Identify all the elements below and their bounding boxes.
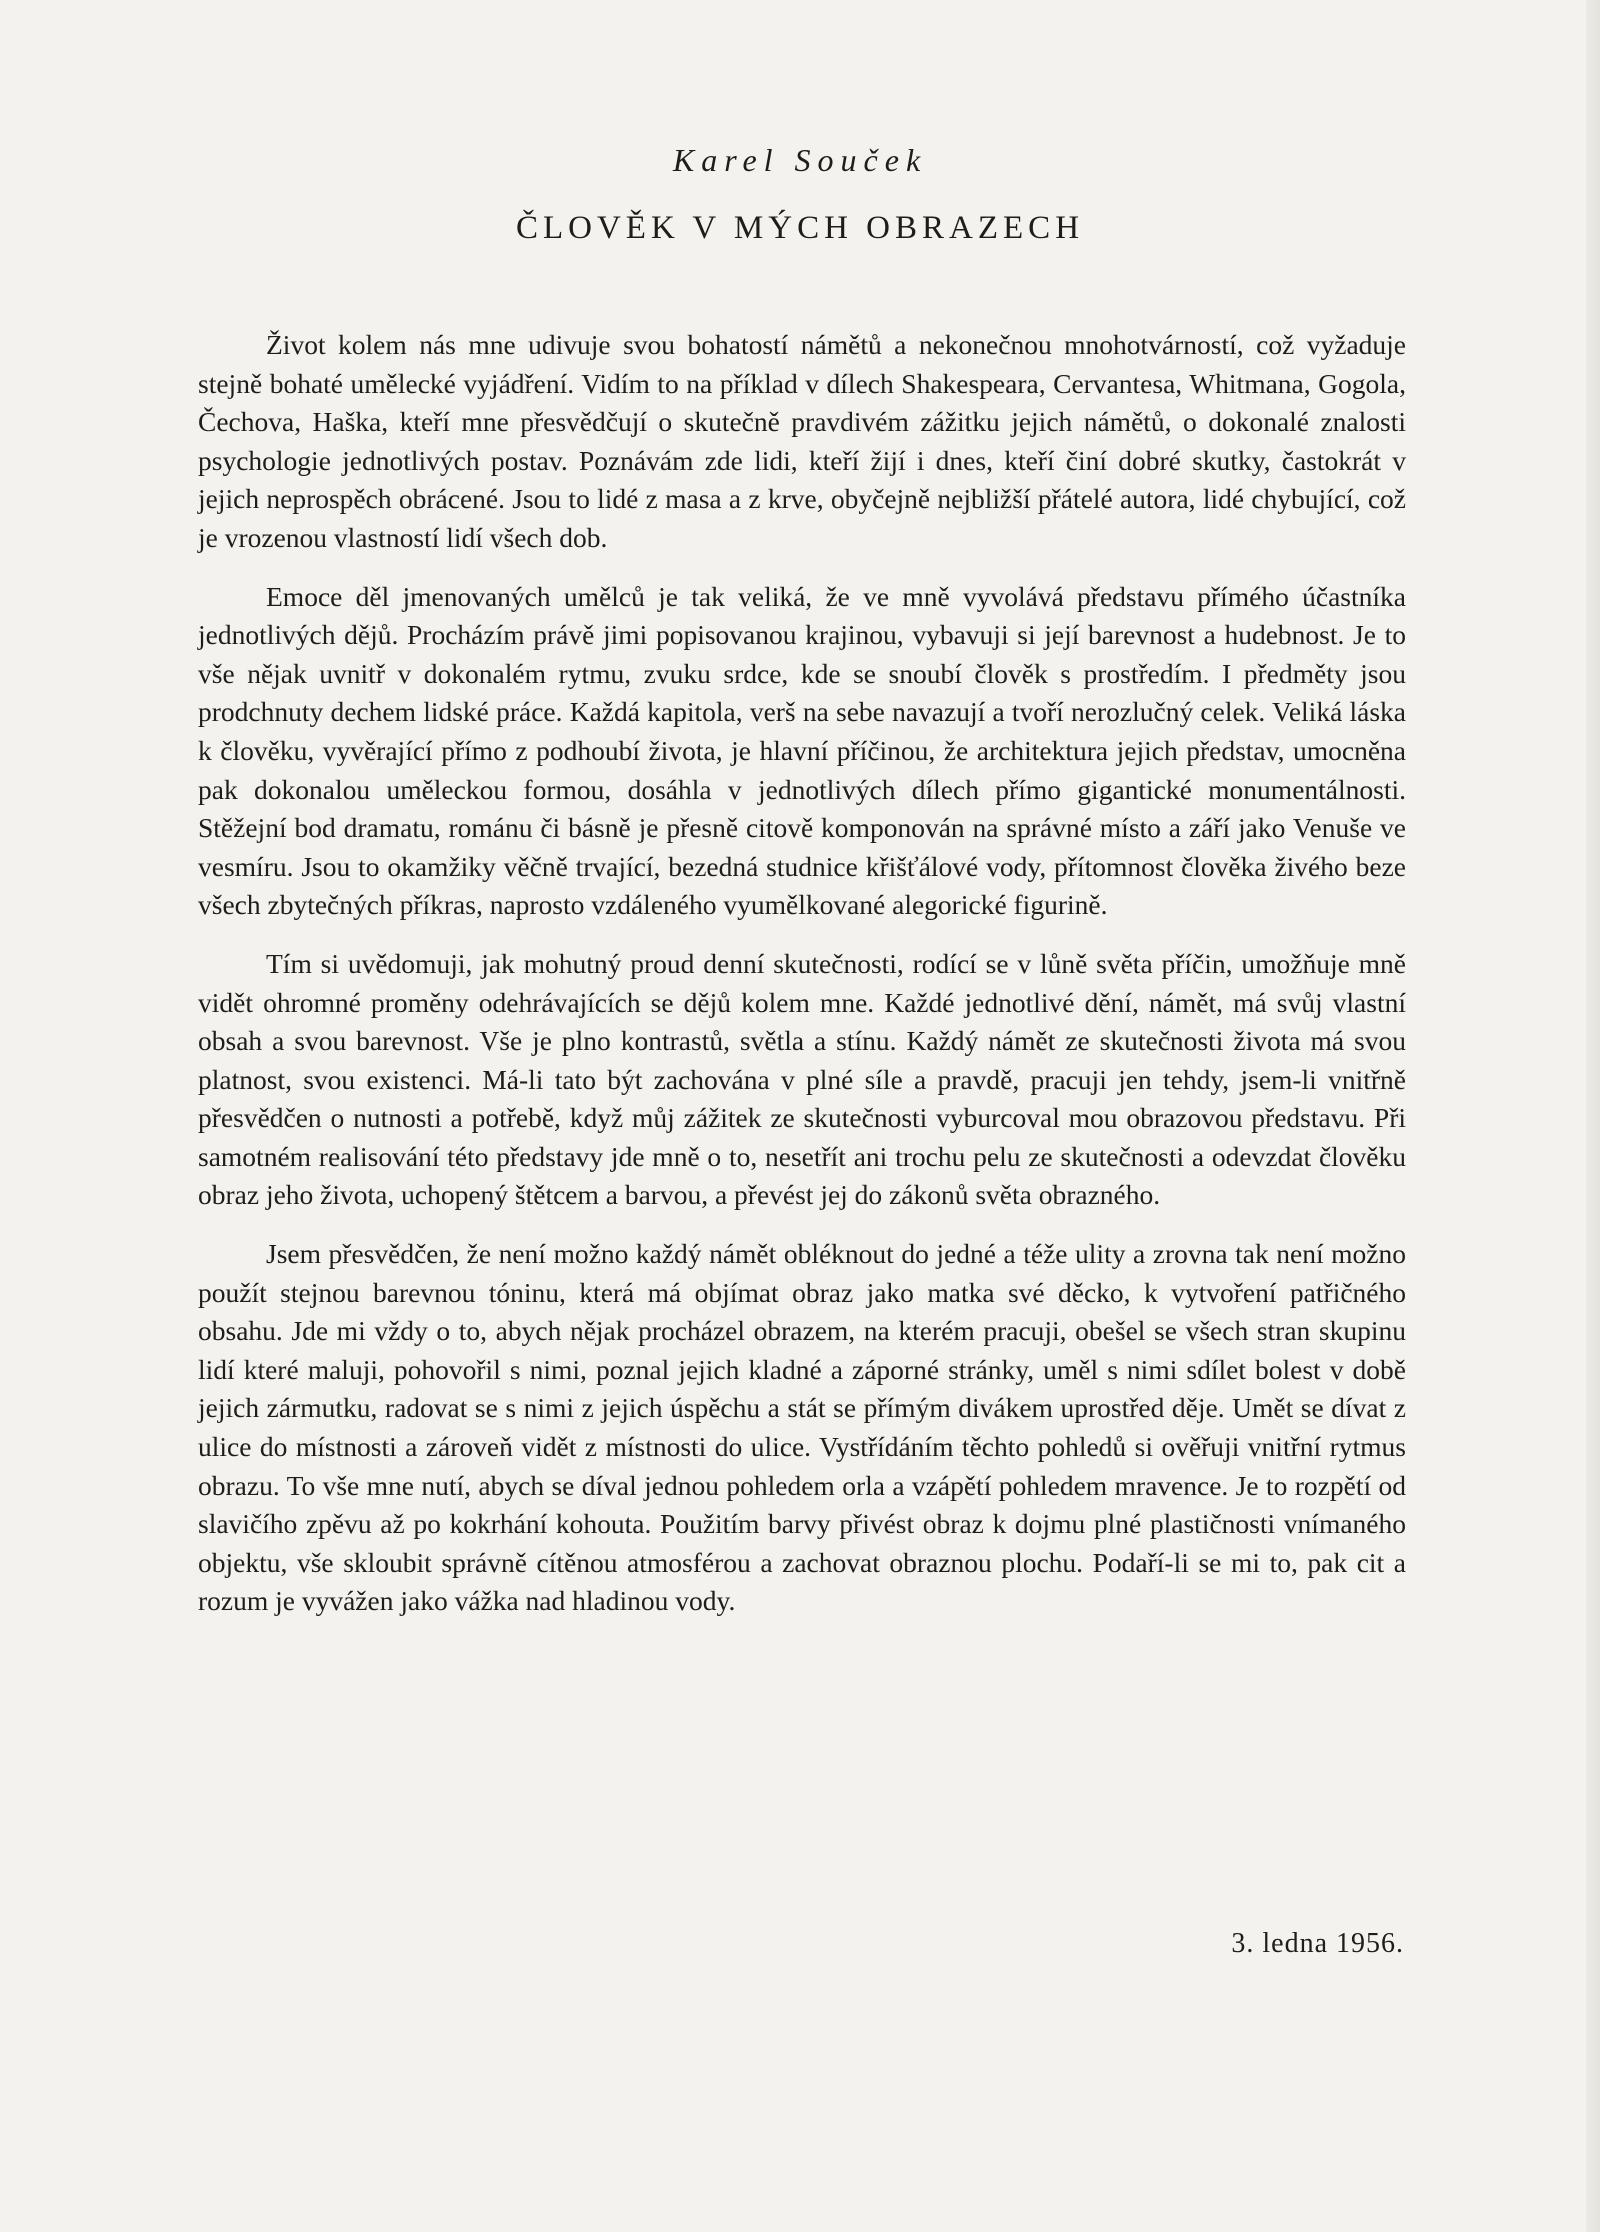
paragraph: Jsem přesvědčen, že není možno každý námět obléknout do jedné a téže ulity a zrovna tak není možno použít stejnou barevnou tóninu, která má objímat obraz jako matka své děcko, k vytvoření patřičného obsahu. Jde mi vždy o to, abych nějak procházel obrazem, na kterém pracuji, obešel se všech stran skupinu lidí které maluji, pohovořil s nimi, poznal jejich kladné a záporné stránky, uměl s nimi sdílet bolest v době jejich zármutku, radovat se s nimi z jejich úspěchu a stát se přímým divákem uprostřed děje. Umět se dívat z ulice do místnosti a zároveň vidět z místnosti do ulice. Vystřídáním těchto pohledů si ověřuji vnitřní rytmus obrazu. To vše mne nutí, abych se díval jednou pohledem orla a vzápětí pohledem mravence. Je to rozpětí od slavičího zpěvu až po kokrhání kohouta. Použitím barvy přivést obraz k dojmu plné plastičnosti vnímaného objektu, vše skloubit správně cítěnou atmosférou a zachovat obraznou plochu. Podaří-li se mi to, pak cit a rozum je vyvážen jako vážka nad hladinou vody. — [198, 1238, 1406, 1617]
date-line: 3. ledna 1956. — [1231, 1928, 1404, 1959]
page-edge — [1586, 0, 1600, 2232]
author-name: Karel Souček — [672, 142, 928, 178]
paragraph: Tím si uvědomuji, jak mohutný proud denní skutečnosti, rodící se v lůně světa příčin, umožňuje mně vidět ohromné proměny odehrávajících se dějů kolem mne. Každé jednotlivé dění, námět, má svůj vlastní obsah a svou barevnost. Vše je plno kontrastů, světla a stínu. Každý námět ze skutečnosti života má svou platnost, svou existenci. Má-li tato být zachována v plné síle a pravdě, pracuji jen tehdy, jsem-li vnitřně přesvědčen o nutnosti a potřebě, když můj zážitek ze skutečnosti vyburcoval mou obrazovou představu. Při samotném realisování této představy jde mně o to, nesetřít ani trochu pelu ze skutečnosti a odevzdat člověku obraz jeho života, uchopený štětcem a barvou, a převést jej do zákonů světa obrazného. — [198, 947, 1406, 1211]
paragraph: Život kolem nás mne udivuje svou bohatostí námětů a nekonečnou mnohotvárností, což vyžaduje stejně bohaté umělecké vyjádření. Vidím to na příklad v dílech Shakespeara, Cervantesa, Whitmana, Gogola, Čechova, Haška, kteří mne přesvědčují o skutečně pravdivém zážitku jejich námětů, o dokonalé znalosti psychologie jednotlivých postav. Poznávám zde lidi, kteří žijí i dnes, kteří činí dobré skutky, častokrát v jejich neprospěch obrácené. Jsou to lidé z masa a z krve, obyčejně nejbližší přátelé autora, lidé chybující, což je vrozenou vlastností lidí všech dob. — [198, 329, 1406, 553]
document-title: ČLOVĚK V MÝCH OBRAZECH — [515, 210, 1085, 246]
body-text — [198, 326, 1406, 1641]
paragraph: Emoce děl jmenovaných umělců je tak veliká, že ve mně vyvolává představu přímého účastníka jednotlivých dějů. Procházím právě jimi popisovanou krajinou, vybavuji si její barevnost a hudebnost. Je to vše nějak uvnitř v dokonalém rytmu, zvuku srdce, kde se snoubí člověk s prostředím. I předměty jsou prodchnuty dechem lidské práce. Každá kapitola, verš na sebe navazují a tvoří nerozlučný celek. Veliká láska k člověku, vyvěrající přímo z podhoubí života, je hlavní příčinou, že architektura jejich představ, umocněna pak dokonalou uměleckou formou, dosáhla v jednotlivých dílech přímo gigantické monumentálnosti. Stěžejní bod dramatu, románu či básně je přesně citově komponován na správné místo a září jako Venuše ve vesmíru. Jsou to okamžiky věčně trvající, bezedná studnice křišťálové vody, přítomnost člověka živého beze všech zbytečných příkras, naprosto vzdáleného vyumělkované alegorické figurině. — [198, 580, 1406, 921]
